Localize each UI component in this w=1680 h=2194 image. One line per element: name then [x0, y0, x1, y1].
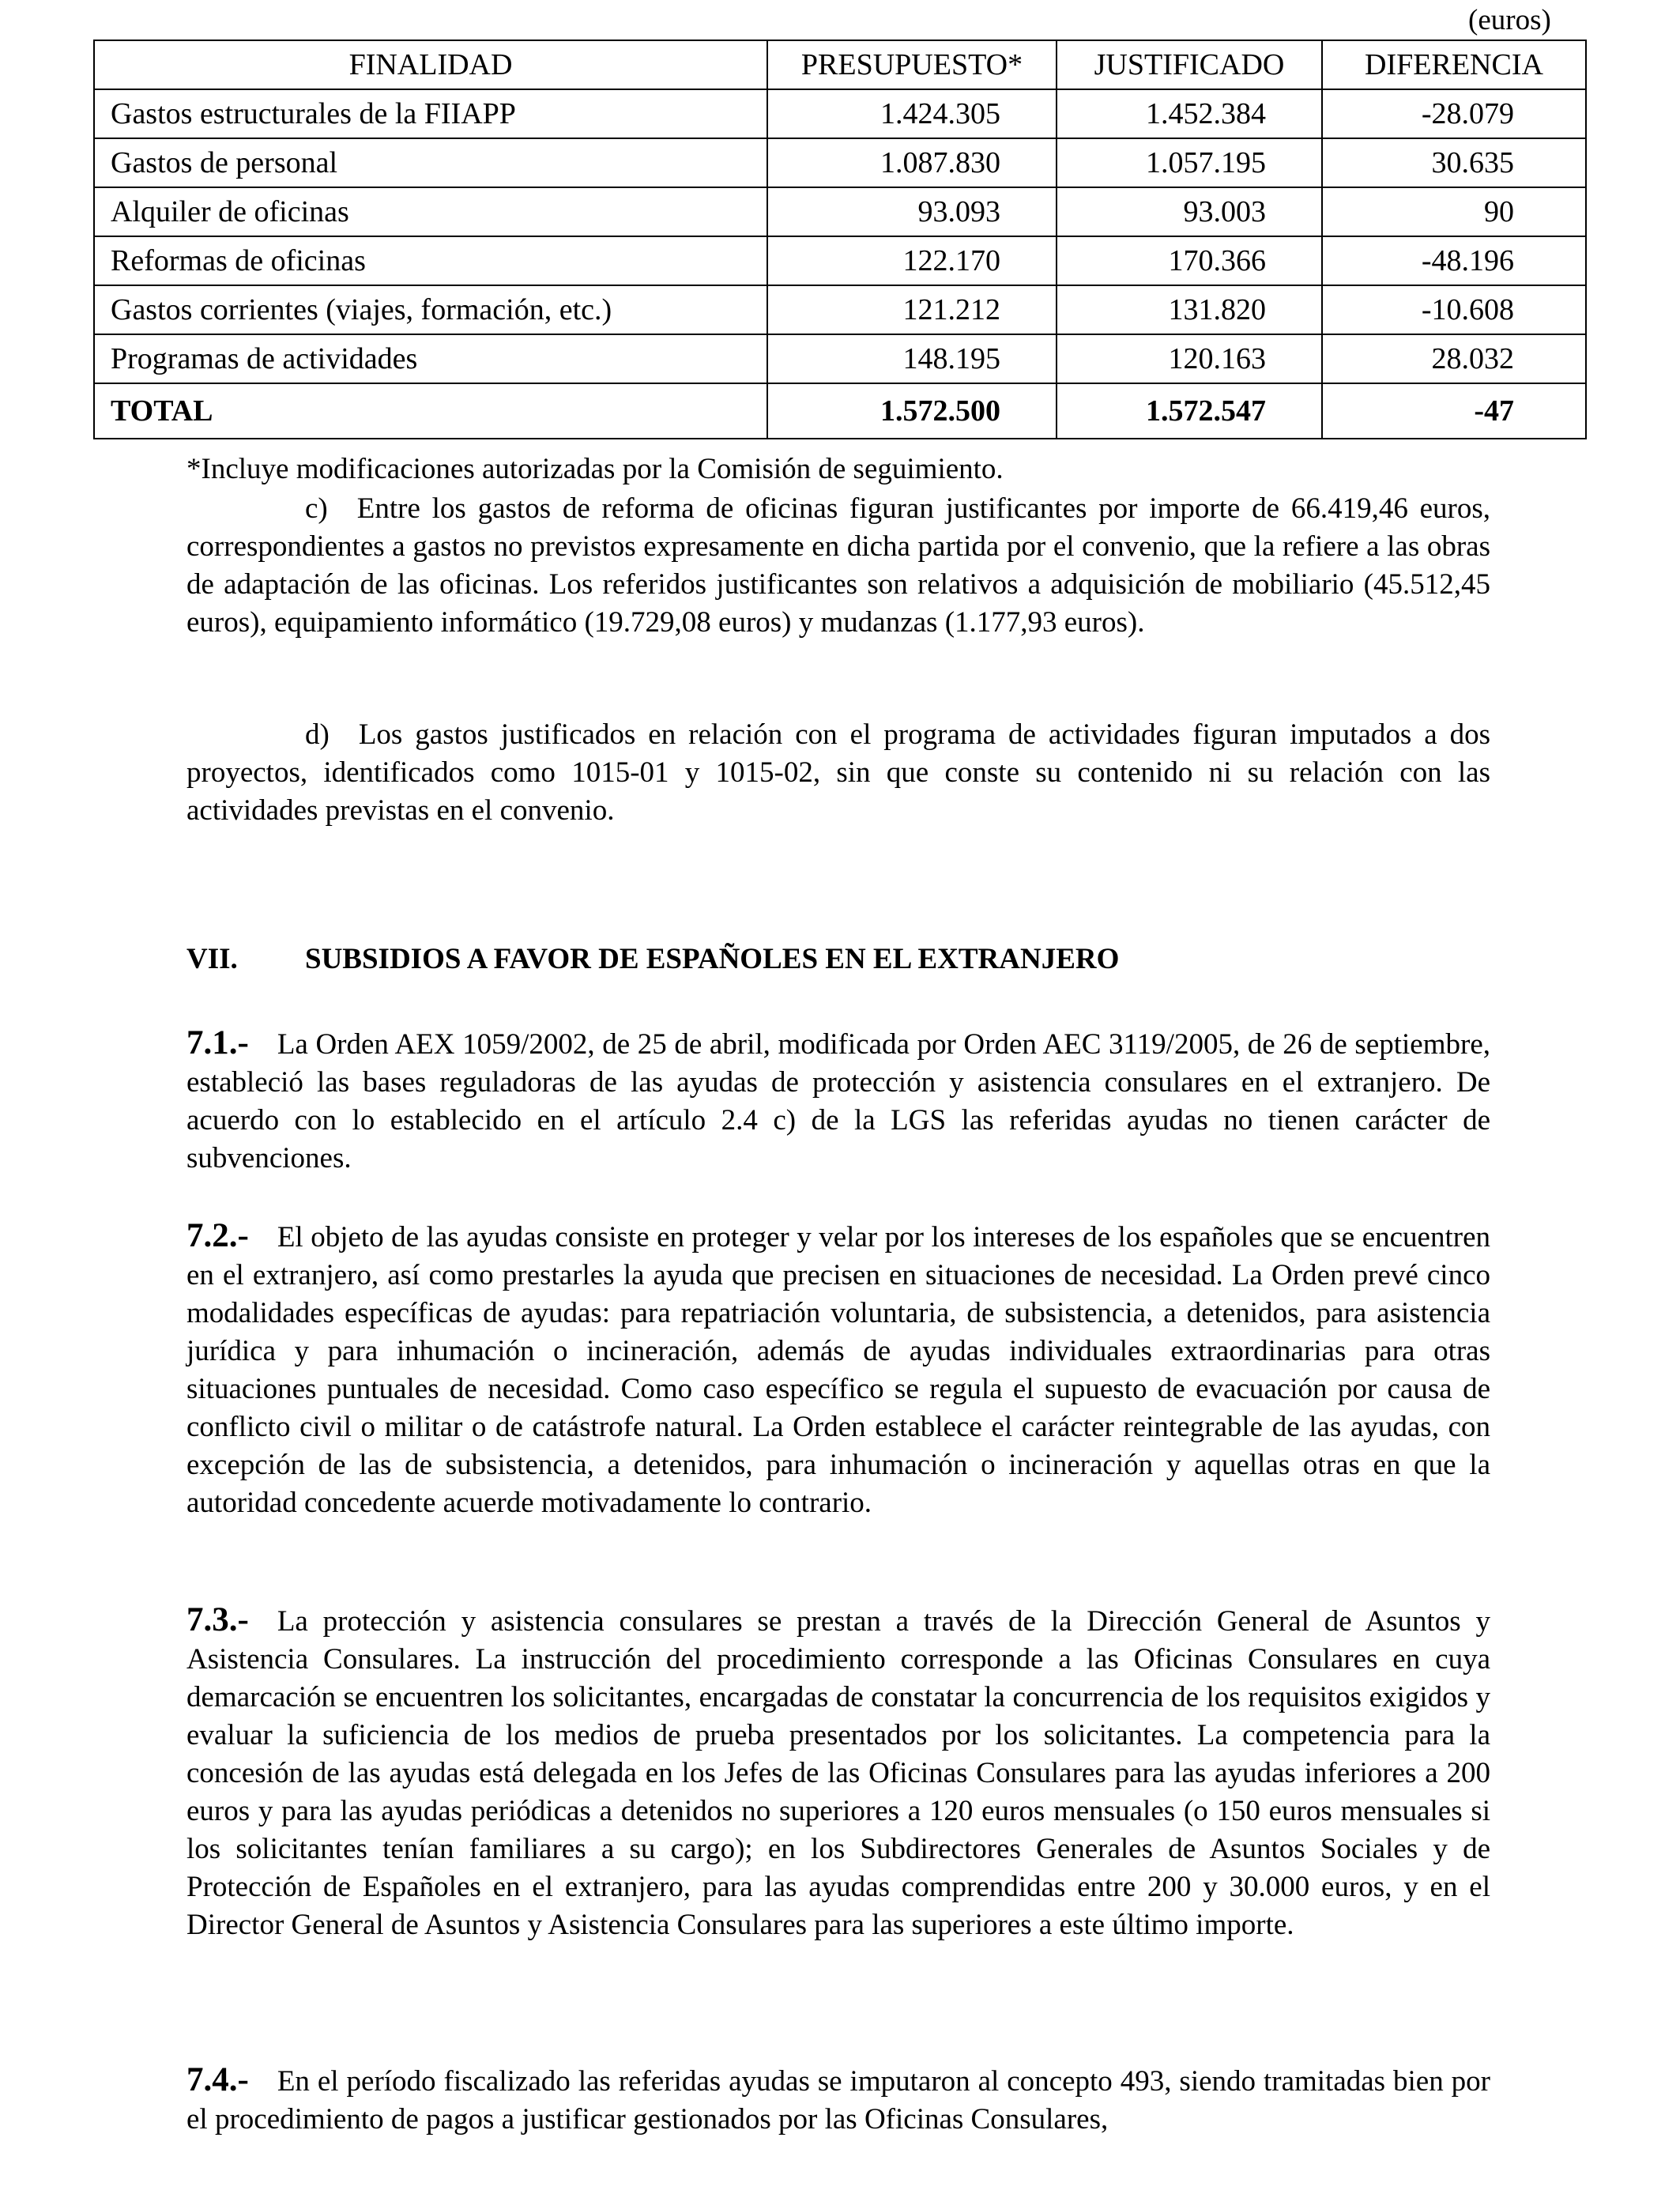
header-presupuesto: PRESUPUESTO* [767, 40, 1057, 89]
cell-finalidad: Gastos de personal [94, 138, 767, 187]
cell-presupuesto: 121.212 [767, 285, 1057, 334]
cell-diferencia: 90 [1322, 187, 1586, 236]
cell-diferencia: 28.032 [1322, 334, 1586, 383]
cell-justificado: 170.366 [1057, 236, 1322, 285]
paragraph-text: El objeto de las ayudas consiste en proteger y velar por los intereses de los españoles que se encuentren en el extranjero, así como prestarles la ayuda que precisen en situaciones de necesidad. La Orden prevé cinco modalidades específicas de ayudas: para repatriación voluntaria, de subsistencia, a detenidos, para asistencia jurídica y para inhumación o incineración, además de ayudas individuales extraordinarias para otras situaciones puntuales de necesidad. Como caso específico se regula el supuesto de evacuación por causa de conflicto civil o militar o de catástrofe natural. La Orden establece el carácter reintegrable de las ayudas, con excepción de las de subsistencia, a detenidos, para inhumación o incineración y aquellas otras en que la autoridad concedente acuerde motivadamente lo contrario. [186, 1221, 1490, 1519]
cell-justificado: 1.452.384 [1057, 89, 1322, 138]
cell-finalidad: Programas de actividades [94, 334, 767, 383]
paragraph-7-4 [186, 2061, 1490, 2139]
cell-diferencia: -10.608 [1322, 285, 1586, 334]
section-heading [186, 941, 1119, 978]
table-total-row [94, 383, 1586, 439]
cell-justificado: 93.003 [1057, 187, 1322, 236]
cell-finalidad: Reformas de oficinas [94, 236, 767, 285]
paragraph-text: En el período fiscalizado las referidas ayudas se imputaron al concepto 493, siendo tramitadas bien por el procedimiento de pagos a justificar gestionados por las Oficinas Consulares, [186, 2065, 1490, 2136]
total-diferencia: -47 [1322, 383, 1586, 439]
table-footnote: *Incluye modificaciones autorizadas por la Comisión de seguimiento. [186, 453, 1004, 485]
cell-presupuesto: 1.424.305 [767, 89, 1057, 138]
table-row [94, 187, 1586, 236]
cell-diferencia: -48.196 [1322, 236, 1586, 285]
cell-justificado: 120.163 [1057, 334, 1322, 383]
section-title: SUBSIDIOS A FAVOR DE ESPAÑOLES EN EL EXTRANJERO [305, 943, 1120, 975]
header-justificado: JUSTIFICADO [1057, 40, 1322, 89]
total-label: TOTAL [94, 383, 767, 439]
paragraph-number: 7.2.- [186, 1217, 249, 1254]
cell-justificado: 131.820 [1057, 285, 1322, 334]
total-justificado: 1.572.547 [1057, 383, 1322, 439]
paragraph-text: La protección y asistencia consulares se prestan a través de la Dirección General de Asuntos y Asistencia Consulares. La instrucción del procedimiento corresponde a las Oficinas Consulares en cuya demarcación se encuentren los solicitantes, encargadas de constatar la concurrencia de los requisitos exigidos y evaluar la suficiencia de los medios de prueba presentados por los solicitantes. La competencia para la concesión de las ayudas está delegada en los Jefes de las Oficinas Consulares para las ayudas inferiores a 200 euros y para las ayudas periódicas a detenidos no superiores a 120 euros mensuales (o 150 euros mensuales si los solicitantes tenían familiares a su cargo); en los Subdirectores Generales de Asuntos Sociales y de Protección de Españoles en el extranjero, para las ayudas comprendidas entre 200 y 30.000 euros, y en el Director General de Asuntos y Asistencia Consulares para las superiores a este último importe. [186, 1605, 1490, 1941]
cell-diferencia: -28.079 [1322, 89, 1586, 138]
budget-table [93, 40, 1587, 439]
paragraph-text: La Orden AEX 1059/2002, de 25 de abril, modificada por Orden AEC 3119/2005, de 26 de septiembre, estableció las bases reguladoras de las ayudas de protección y asistencia consulares en el extranjero. De acuerdo con lo establecido en el artículo 2.4 c) de la LGS las referidas ayudas no tienen carácter de subvenciones. [186, 1028, 1490, 1174]
table-row [94, 89, 1586, 138]
cell-presupuesto: 122.170 [767, 236, 1057, 285]
cell-finalidad: Alquiler de oficinas [94, 187, 767, 236]
paragraph-c: c) Entre los gastos de reforma de oficinas figuran justificantes por importe de 66.419,46 euros, correspondientes a gastos no previstos expresamente en dicha partida por el convenio, que la refiere a las obras de adaptación de las oficinas. Los referidos justificantes son relativos a adquisición de mobiliario (45.512,45 euros), equipamiento informático (19.729,08 euros) y mudanzas (1.177,93 euros). [186, 492, 1490, 639]
paragraph-7-3 [186, 1601, 1490, 1944]
cell-finalidad: Gastos corrientes (viajes, formación, etc.) [94, 285, 767, 334]
paragraph-number: 7.3.- [186, 1601, 249, 1638]
cell-diferencia: 30.635 [1322, 138, 1586, 187]
cell-finalidad: Gastos estructurales de la FIIAPP [94, 89, 767, 138]
table-row [94, 236, 1586, 285]
unit-label: (euros) [1468, 4, 1551, 36]
cell-presupuesto: 93.093 [767, 187, 1057, 236]
cell-presupuesto: 148.195 [767, 334, 1057, 383]
cell-justificado: 1.057.195 [1057, 138, 1322, 187]
paragraph-number: 7.1.- [186, 1024, 249, 1061]
section-number: VII. [186, 943, 238, 975]
header-diferencia: DIFERENCIA [1322, 40, 1586, 89]
paragraph-7-2 [186, 1217, 1490, 1522]
paragraph-number: 7.4.- [186, 2061, 249, 2098]
paragraph-d: d) Los gastos justificados en relación con el programa de actividades figuran imputados a dos proyectos, identificados como 1015-01 y 1015-02, sin que conste su contenido ni su relación con las actividades previstas en el convenio. [186, 718, 1490, 827]
total-presupuesto: 1.572.500 [767, 383, 1057, 439]
header-finalidad: FINALIDAD [94, 40, 767, 89]
table-row [94, 285, 1586, 334]
table-row [94, 138, 1586, 187]
paragraph-7-1 [186, 1024, 1490, 1178]
cell-presupuesto: 1.087.830 [767, 138, 1057, 187]
table-header-row [94, 40, 1586, 89]
table-row [94, 334, 1586, 383]
